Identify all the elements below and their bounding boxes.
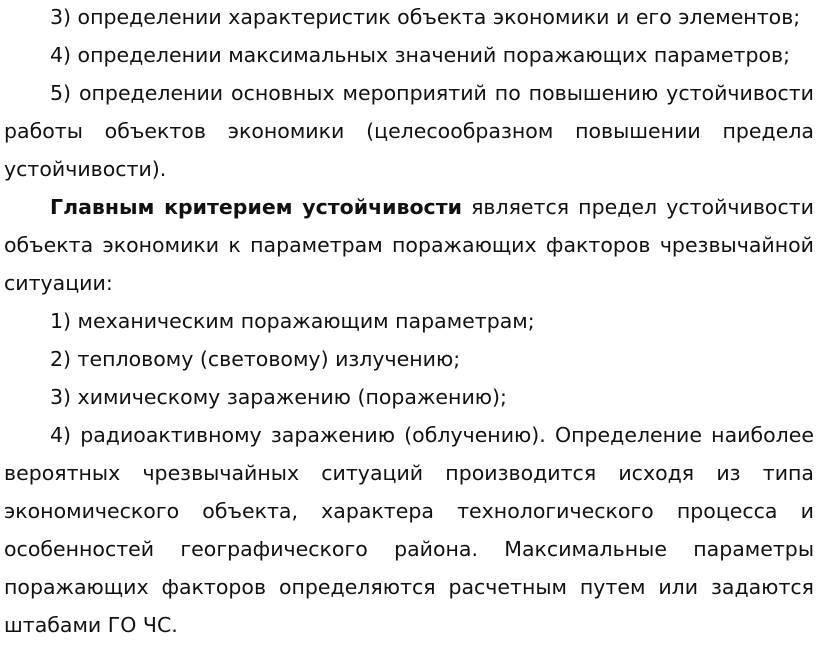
text-line-13: вероятных чрезвычайных ситуаций производится исходя из типа xyxy=(4,461,814,485)
list-item-4: 4) радиоактивному заражению (облучению). Определение наиболее xyxy=(50,423,814,447)
text-line-17: штабами ГО ЧС. xyxy=(4,613,178,637)
list-item-2: 2) тепловому (световому) излучению; xyxy=(50,347,461,371)
text-line-14: экономического объекта, характера технологического процесса и xyxy=(4,499,814,523)
text-line-4: работы объектов экономики (целесообразном повышении предела xyxy=(4,119,814,143)
text-line-7: объекта экономики к параметрам поражающих факторов чрезвычайной xyxy=(4,233,814,257)
text-line-8: ситуации: xyxy=(4,271,113,295)
list-item-3: 3) химическому заражению (поражению); xyxy=(50,385,507,409)
list-item-1: 1) механическим поражающим параметрам; xyxy=(50,309,535,333)
criterion-rest-text: является предел устойчивости xyxy=(461,195,814,219)
text-line-2: 4) определении максимальных значений поражающих параметров; xyxy=(50,43,790,67)
criterion-bold-text: Главным критерием устойчивости xyxy=(50,195,462,219)
text-line-5: устойчивости). xyxy=(4,157,167,181)
text-line-15: особенностей географического района. Максимальные параметры xyxy=(4,537,814,561)
text-line-1: 3) определении характеристик объекта экономики и его элементов; xyxy=(50,5,801,29)
text-line-16: поражающих факторов определяются расчетным путем или задаются xyxy=(4,575,814,599)
text-line-3: 5) определении основных мероприятий по повышению устойчивости xyxy=(50,81,814,105)
criterion-line xyxy=(50,188,814,226)
